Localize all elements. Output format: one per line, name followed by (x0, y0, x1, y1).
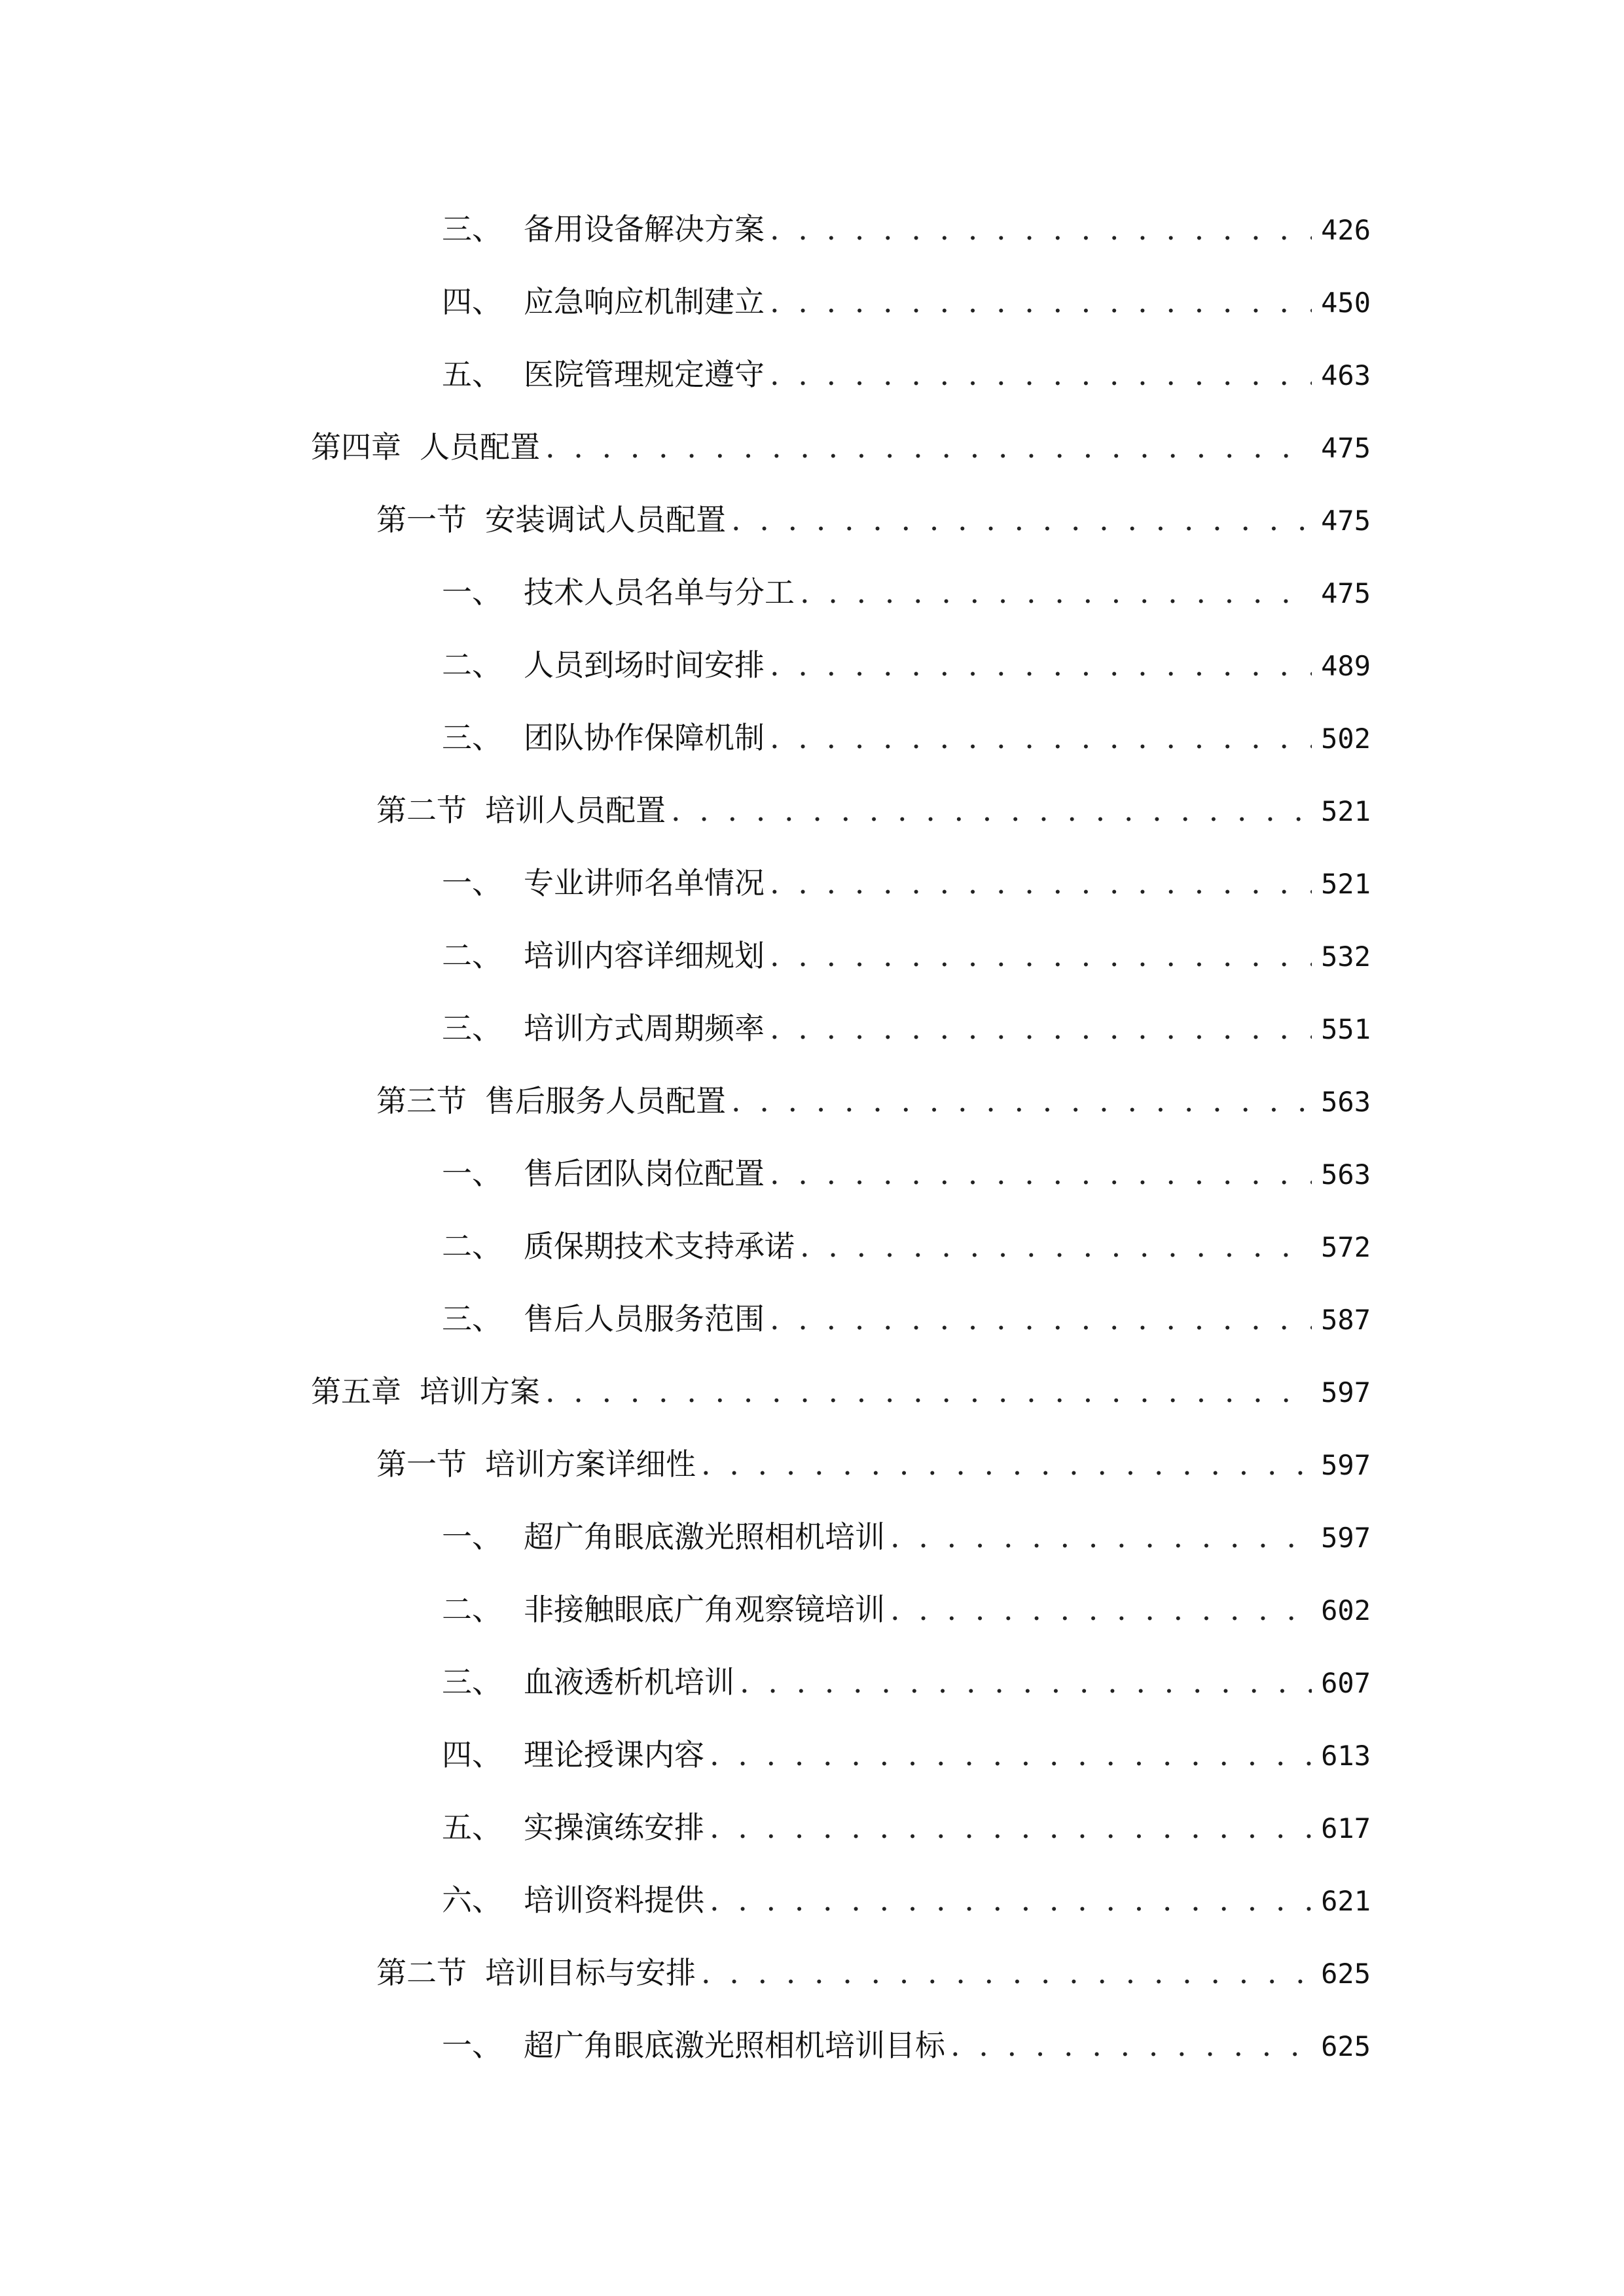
dot-leader (671, 789, 1312, 831)
entry-title: 血液透析机培训 (524, 1664, 734, 1700)
toc-entry[interactable] (442, 1225, 1371, 1267)
entry-number: 一、 (442, 2028, 502, 2063)
dot-leader (800, 1225, 1312, 1267)
entry-number: 二、 (442, 647, 502, 683)
dot-leader (731, 499, 1312, 541)
entry-title: 培训方式周期频率 (524, 1011, 765, 1046)
entry-page-number: 489 (1321, 650, 1371, 682)
entry-number: 三、 (442, 1011, 502, 1046)
entry-number: 第二节 (376, 1955, 467, 1990)
dot-leader (545, 426, 1312, 468)
entry-page-number: 463 (1321, 359, 1371, 391)
toc-entry[interactable] (442, 353, 1371, 395)
dot-leader (731, 1080, 1312, 1122)
toc-entry[interactable] (442, 1661, 1371, 1703)
entry-page-number: 597 (1321, 1522, 1371, 1554)
toc-entry[interactable] (442, 1879, 1371, 1921)
entry-title: 安装调试人员配置 (485, 502, 726, 537)
entry-title: 理论授课内容 (524, 1737, 704, 1772)
entry-number: 二、 (442, 1229, 502, 1264)
dot-leader (710, 1879, 1312, 1921)
entry-page-number: 625 (1321, 2030, 1371, 2062)
entry-title: 非接触眼底广角观察镜培训 (524, 1592, 885, 1627)
dot-leader (770, 1153, 1312, 1194)
entry-page-number: 551 (1321, 1013, 1371, 1045)
entry-title: 培训资料提供 (524, 1882, 704, 1918)
entry-page-number: 621 (1321, 1885, 1371, 1917)
entry-page-number: 617 (1321, 1812, 1371, 1844)
toc-entry[interactable] (442, 1806, 1371, 1848)
entry-number: 第一节 (376, 1446, 467, 1482)
toc-entry[interactable] (442, 1007, 1371, 1049)
dot-leader (710, 1806, 1312, 1848)
entry-page-number: 521 (1321, 795, 1371, 827)
entry-page-number: 563 (1321, 1158, 1371, 1191)
entry-page-number: 475 (1321, 577, 1371, 609)
toc-entry[interactable] (442, 1298, 1371, 1340)
entry-title: 实操演练安排 (524, 1810, 704, 1845)
entry-number: 五、 (442, 357, 502, 392)
dot-leader (770, 281, 1312, 323)
entry-page-number: 607 (1321, 1667, 1371, 1699)
dot-leader (890, 1516, 1312, 1558)
entry-number: 第二节 (376, 793, 467, 828)
toc-entry[interactable] (442, 571, 1371, 613)
entry-title: 应急响应机制建立 (524, 284, 765, 319)
entry-title: 培训方案 (420, 1374, 540, 1409)
toc-entry[interactable] (442, 862, 1371, 904)
entry-page-number: 475 (1321, 505, 1371, 537)
entry-number: 一、 (442, 575, 502, 610)
toc-entry[interactable] (442, 1734, 1371, 1776)
toc-entry[interactable] (442, 644, 1371, 686)
toc-entry[interactable] (442, 1588, 1371, 1630)
entry-number: 第五章 (311, 1374, 401, 1409)
entry-number: 一、 (442, 1519, 502, 1554)
entry-number: 第一节 (376, 502, 467, 537)
dot-leader (800, 571, 1312, 613)
toc-entry[interactable] (376, 789, 1371, 831)
dot-leader (701, 1952, 1312, 1994)
toc-entry[interactable] (311, 426, 1371, 468)
toc-entry[interactable] (376, 1443, 1371, 1485)
dot-leader (950, 2024, 1312, 2066)
entry-title: 技术人员名单与分工 (524, 575, 795, 610)
entry-title: 售后服务人员配置 (485, 1083, 726, 1119)
entry-number: 三、 (442, 211, 502, 247)
toc-entry[interactable] (442, 208, 1371, 250)
entry-page-number: 532 (1321, 941, 1371, 973)
entry-number: 三、 (442, 1664, 502, 1700)
entry-title: 超广角眼底激光照相机培训目标 (524, 2028, 945, 2063)
dot-leader (770, 1298, 1312, 1340)
entry-title: 售后团队岗位配置 (524, 1156, 765, 1191)
entry-title: 培训方案详细性 (485, 1446, 696, 1482)
entry-title: 医院管理规定遵守 (524, 357, 765, 392)
dot-leader (890, 1588, 1312, 1630)
entry-page-number: 521 (1321, 868, 1371, 900)
entry-number: 一、 (442, 865, 502, 901)
entry-title: 质保期技术支持承诺 (524, 1229, 795, 1264)
toc-entry[interactable] (442, 717, 1371, 759)
entry-page-number: 502 (1321, 723, 1371, 755)
entry-number: 一、 (442, 1156, 502, 1191)
dot-leader (740, 1661, 1312, 1703)
dot-leader (701, 1443, 1312, 1485)
entry-title: 培训内容详细规划 (524, 938, 765, 973)
entry-page-number: 625 (1321, 1958, 1371, 1990)
entry-page-number: 563 (1321, 1086, 1371, 1118)
entry-title: 人员配置 (420, 429, 540, 465)
dot-leader (770, 644, 1312, 686)
toc-entry[interactable] (442, 281, 1371, 323)
dot-leader (710, 1734, 1312, 1776)
entry-number: 四、 (442, 284, 502, 319)
entry-title: 专业讲师名单情况 (524, 865, 765, 901)
entry-number: 六、 (442, 1882, 502, 1918)
toc-entry[interactable] (376, 499, 1371, 541)
toc-entry[interactable] (442, 1153, 1371, 1194)
entry-title: 团队协作保障机制 (524, 720, 765, 755)
toc-entry[interactable] (442, 2024, 1371, 2066)
entry-page-number: 597 (1321, 1449, 1371, 1481)
entry-page-number: 475 (1321, 432, 1371, 464)
entry-page-number: 587 (1321, 1304, 1371, 1336)
toc-entry[interactable] (376, 1080, 1371, 1122)
entry-number: 三、 (442, 720, 502, 755)
dot-leader (770, 862, 1312, 904)
entry-title: 备用设备解决方案 (524, 211, 765, 247)
entry-page-number: 572 (1321, 1231, 1371, 1263)
entry-number: 二、 (442, 938, 502, 973)
dot-leader (770, 208, 1312, 250)
toc-entry[interactable] (442, 1516, 1371, 1558)
dot-leader (770, 935, 1312, 977)
dot-leader (770, 1007, 1312, 1049)
dot-leader (770, 717, 1312, 759)
entry-page-number: 602 (1321, 1594, 1371, 1626)
entry-number: 三、 (442, 1301, 502, 1336)
toc-entry[interactable] (442, 935, 1371, 977)
entry-page-number: 597 (1321, 1376, 1371, 1408)
entry-title: 培训人员配置 (485, 793, 666, 828)
entry-number: 五、 (442, 1810, 502, 1845)
entry-title: 超广角眼底激光照相机培训 (524, 1519, 885, 1554)
entry-page-number: 613 (1321, 1740, 1371, 1772)
entry-title: 售后人员服务范围 (524, 1301, 765, 1336)
entry-title: 人员到场时间安排 (524, 647, 765, 683)
entry-title: 培训目标与安排 (485, 1955, 696, 1990)
entry-number: 四、 (442, 1737, 502, 1772)
toc-entry[interactable] (311, 1371, 1371, 1412)
entry-number: 第四章 (311, 429, 401, 465)
entry-number: 第三节 (376, 1083, 467, 1119)
dot-leader (770, 353, 1312, 395)
entry-page-number: 426 (1321, 214, 1371, 246)
entry-number: 二、 (442, 1592, 502, 1627)
dot-leader (545, 1371, 1312, 1412)
entry-page-number: 450 (1321, 287, 1371, 319)
toc-entry[interactable] (376, 1952, 1371, 1994)
